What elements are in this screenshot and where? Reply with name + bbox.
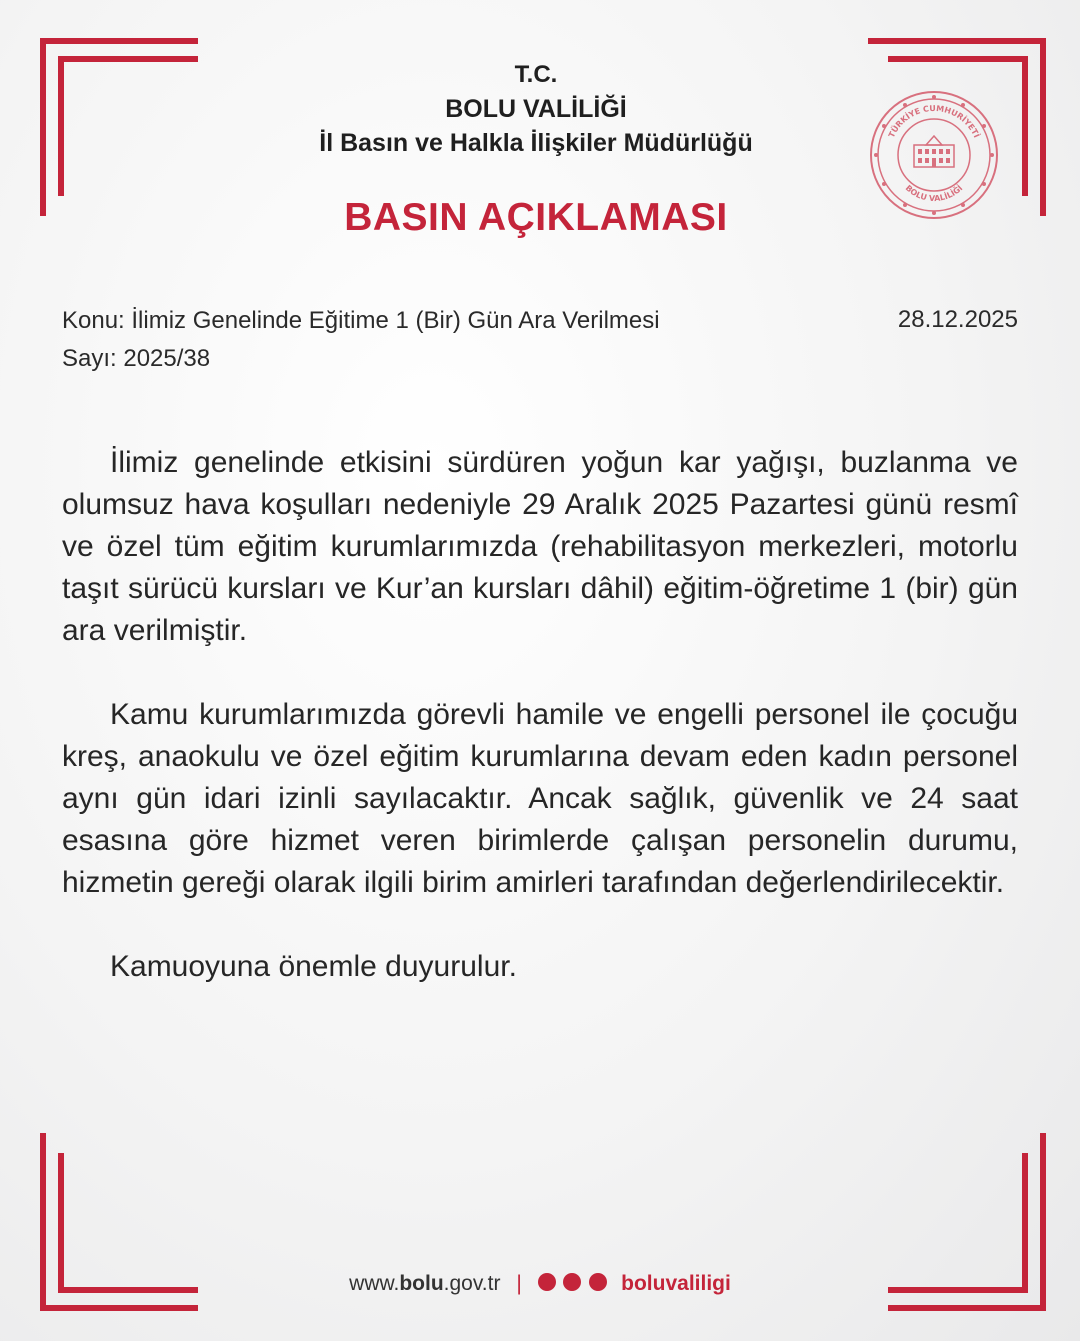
paragraph-closing: Kamuoyuna önemle duyurulur.	[110, 950, 517, 983]
header-line-directorate: İl Basın ve Halkla İlişkiler Müdürlüğü	[319, 129, 753, 157]
facebook-icon[interactable]	[538, 1273, 556, 1291]
website-suffix: .gov.tr	[443, 1272, 501, 1295]
page-title: BASIN AÇIKLAMASI	[344, 196, 728, 239]
document-meta	[62, 302, 660, 378]
svg-text:TÜRKİYE CUMHURİYETİ: TÜRKİYE CUMHURİYETİ	[886, 103, 982, 140]
instagram-icon[interactable]	[589, 1273, 607, 1291]
footer-separator: |	[516, 1272, 522, 1295]
svg-text:BOLU VALİLİĞİ: BOLU VALİLİĞİ	[903, 183, 965, 204]
footer	[0, 1272, 1080, 1296]
header-line-governorship: BOLU VALİLİĞİ	[445, 95, 627, 123]
document-date: 28.12.2025	[897, 306, 1018, 333]
subject-line: Konu: İlimiz Genelinde Eğitime 1 (Bir) Gün Ara Verilmesi	[62, 307, 660, 334]
reference-number: Sayı: 2025/38	[62, 345, 211, 372]
paragraph-1: İlimiz genelinde etkisini sürdüren yoğun kar yağışı, buzlanma ve olumsuz hava koşulları nedeniyle 29 Aralık 2025 Pazartesi günü resmî ve özel tüm eğitim kurumlarımızda (rehabilitasyon merkezleri, motorlu taşıt sürücü kursları ve Kur’an kursları dâhil) eğitim-öğretime 1 (bir) gün ara verilmiştir.	[62, 446, 1018, 647]
header-line-tc: T.C.	[514, 61, 558, 88]
paragraph-2: Kamu kurumlarımızda görevli hamile ve engelli personel ile çocuğu kreş, anaokulu ve özel eğitim kurumlarına devam eden kadın personel aynı gün idari izinli sayılacaktır. Ancak sağlık, güvenlik ve 24 saat esasına göre hizmet veren birimlerde çalışan personelin durumu, hizmetin gereği olarak ilgili birim amirleri tarafından değerlendirilecektir.	[62, 698, 1018, 899]
website-prefix: www.	[349, 1272, 400, 1295]
twitter-icon[interactable]	[563, 1273, 581, 1291]
social-handle[interactable]: boluvaliligi	[621, 1272, 731, 1295]
website-domain: bolu	[399, 1272, 444, 1295]
governorship-seal-icon	[868, 89, 1000, 221]
statement-body	[62, 442, 1018, 1030]
website-link[interactable]	[349, 1272, 500, 1295]
